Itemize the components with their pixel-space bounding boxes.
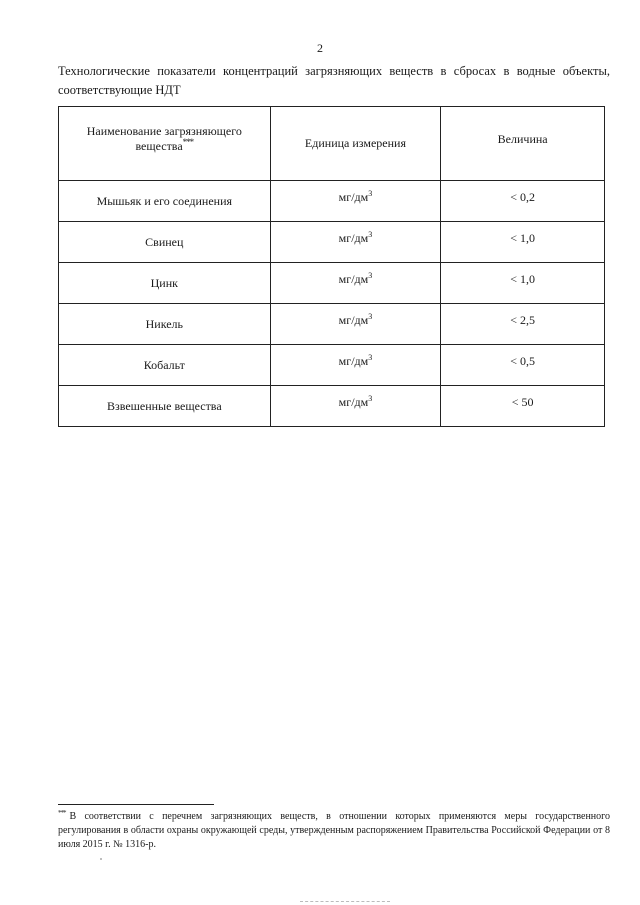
table-row <box>59 386 605 427</box>
unit-text: мг/дм <box>338 394 369 409</box>
table-row <box>59 222 605 263</box>
value-cell <box>441 345 605 386</box>
footnote-text: В соответствии с перечнем загрязняющих веществ, в отношении которых применяются меры государственного регулирования в области охраны окружающей среды, утвержденным распоряжением Правительства Российской Федерации от 8 июля 2015 г. № 1316-р. <box>58 811 610 850</box>
unit-power: 3 <box>368 270 373 280</box>
substance-name: Кобальт <box>59 345 271 386</box>
unit-text: мг/дм <box>338 312 369 327</box>
value-cell <box>441 181 605 222</box>
value-text: < 2,5 <box>510 312 536 327</box>
value-cell <box>441 304 605 345</box>
value-text: < 1,0 <box>510 271 536 286</box>
unit-cell <box>270 181 441 222</box>
unit-power: 3 <box>368 229 373 239</box>
value-text: < 0,5 <box>510 353 536 368</box>
header-unit-text: Единица измерения <box>304 136 406 150</box>
unit-cell <box>270 345 441 386</box>
unit-cell <box>270 263 441 304</box>
value-text: < 1,0 <box>510 230 536 245</box>
table-row <box>59 263 605 304</box>
substance-name: Цинк <box>59 263 271 304</box>
unit-power: 3 <box>368 311 373 321</box>
header-substance-text: Наименование загрязняющего вещества <box>86 124 242 153</box>
unit-cell <box>270 386 441 427</box>
footnote-reference-mark: *** <box>182 137 194 147</box>
indicators-table <box>58 106 605 427</box>
table-header-row <box>59 107 605 181</box>
unit-cell <box>270 304 441 345</box>
unit-text: мг/дм <box>338 230 369 245</box>
footnote <box>58 810 610 852</box>
unit-cell <box>270 222 441 263</box>
footnote-separator <box>58 804 214 805</box>
header-substance <box>59 107 271 181</box>
substance-name: Свинец <box>59 222 271 263</box>
header-value <box>441 107 605 181</box>
table-row <box>59 345 605 386</box>
page-number: 2 <box>317 41 323 55</box>
scan-speck <box>100 858 102 860</box>
value-cell <box>441 263 605 304</box>
substance-name: Взвешенные вещества <box>59 386 271 427</box>
table-row <box>59 304 605 345</box>
value-cell <box>441 222 605 263</box>
table-row <box>59 181 605 222</box>
unit-power: 3 <box>368 352 373 362</box>
substance-name: Мышьяк и его соединения <box>59 181 271 222</box>
unit-text: мг/дм <box>338 271 369 286</box>
unit-text: мг/дм <box>338 353 369 368</box>
substance-name: Никель <box>59 304 271 345</box>
unit-power: 3 <box>368 393 373 403</box>
header-substance-label <box>63 124 266 155</box>
footnote-mark: *** <box>58 809 66 817</box>
unit-text: мг/дм <box>338 189 369 204</box>
scan-artifact-line <box>300 901 390 902</box>
page-heading: Технологические показатели концентраций загрязняющих веществ в сбросах в водные объекты, соответствующие НДТ <box>58 64 610 97</box>
header-unit <box>270 107 441 181</box>
unit-power: 3 <box>368 188 373 198</box>
value-text: < 0,2 <box>510 189 536 204</box>
value-cell <box>441 386 605 427</box>
value-text: < 50 <box>511 394 534 409</box>
header-value-text: Величина <box>497 132 548 146</box>
